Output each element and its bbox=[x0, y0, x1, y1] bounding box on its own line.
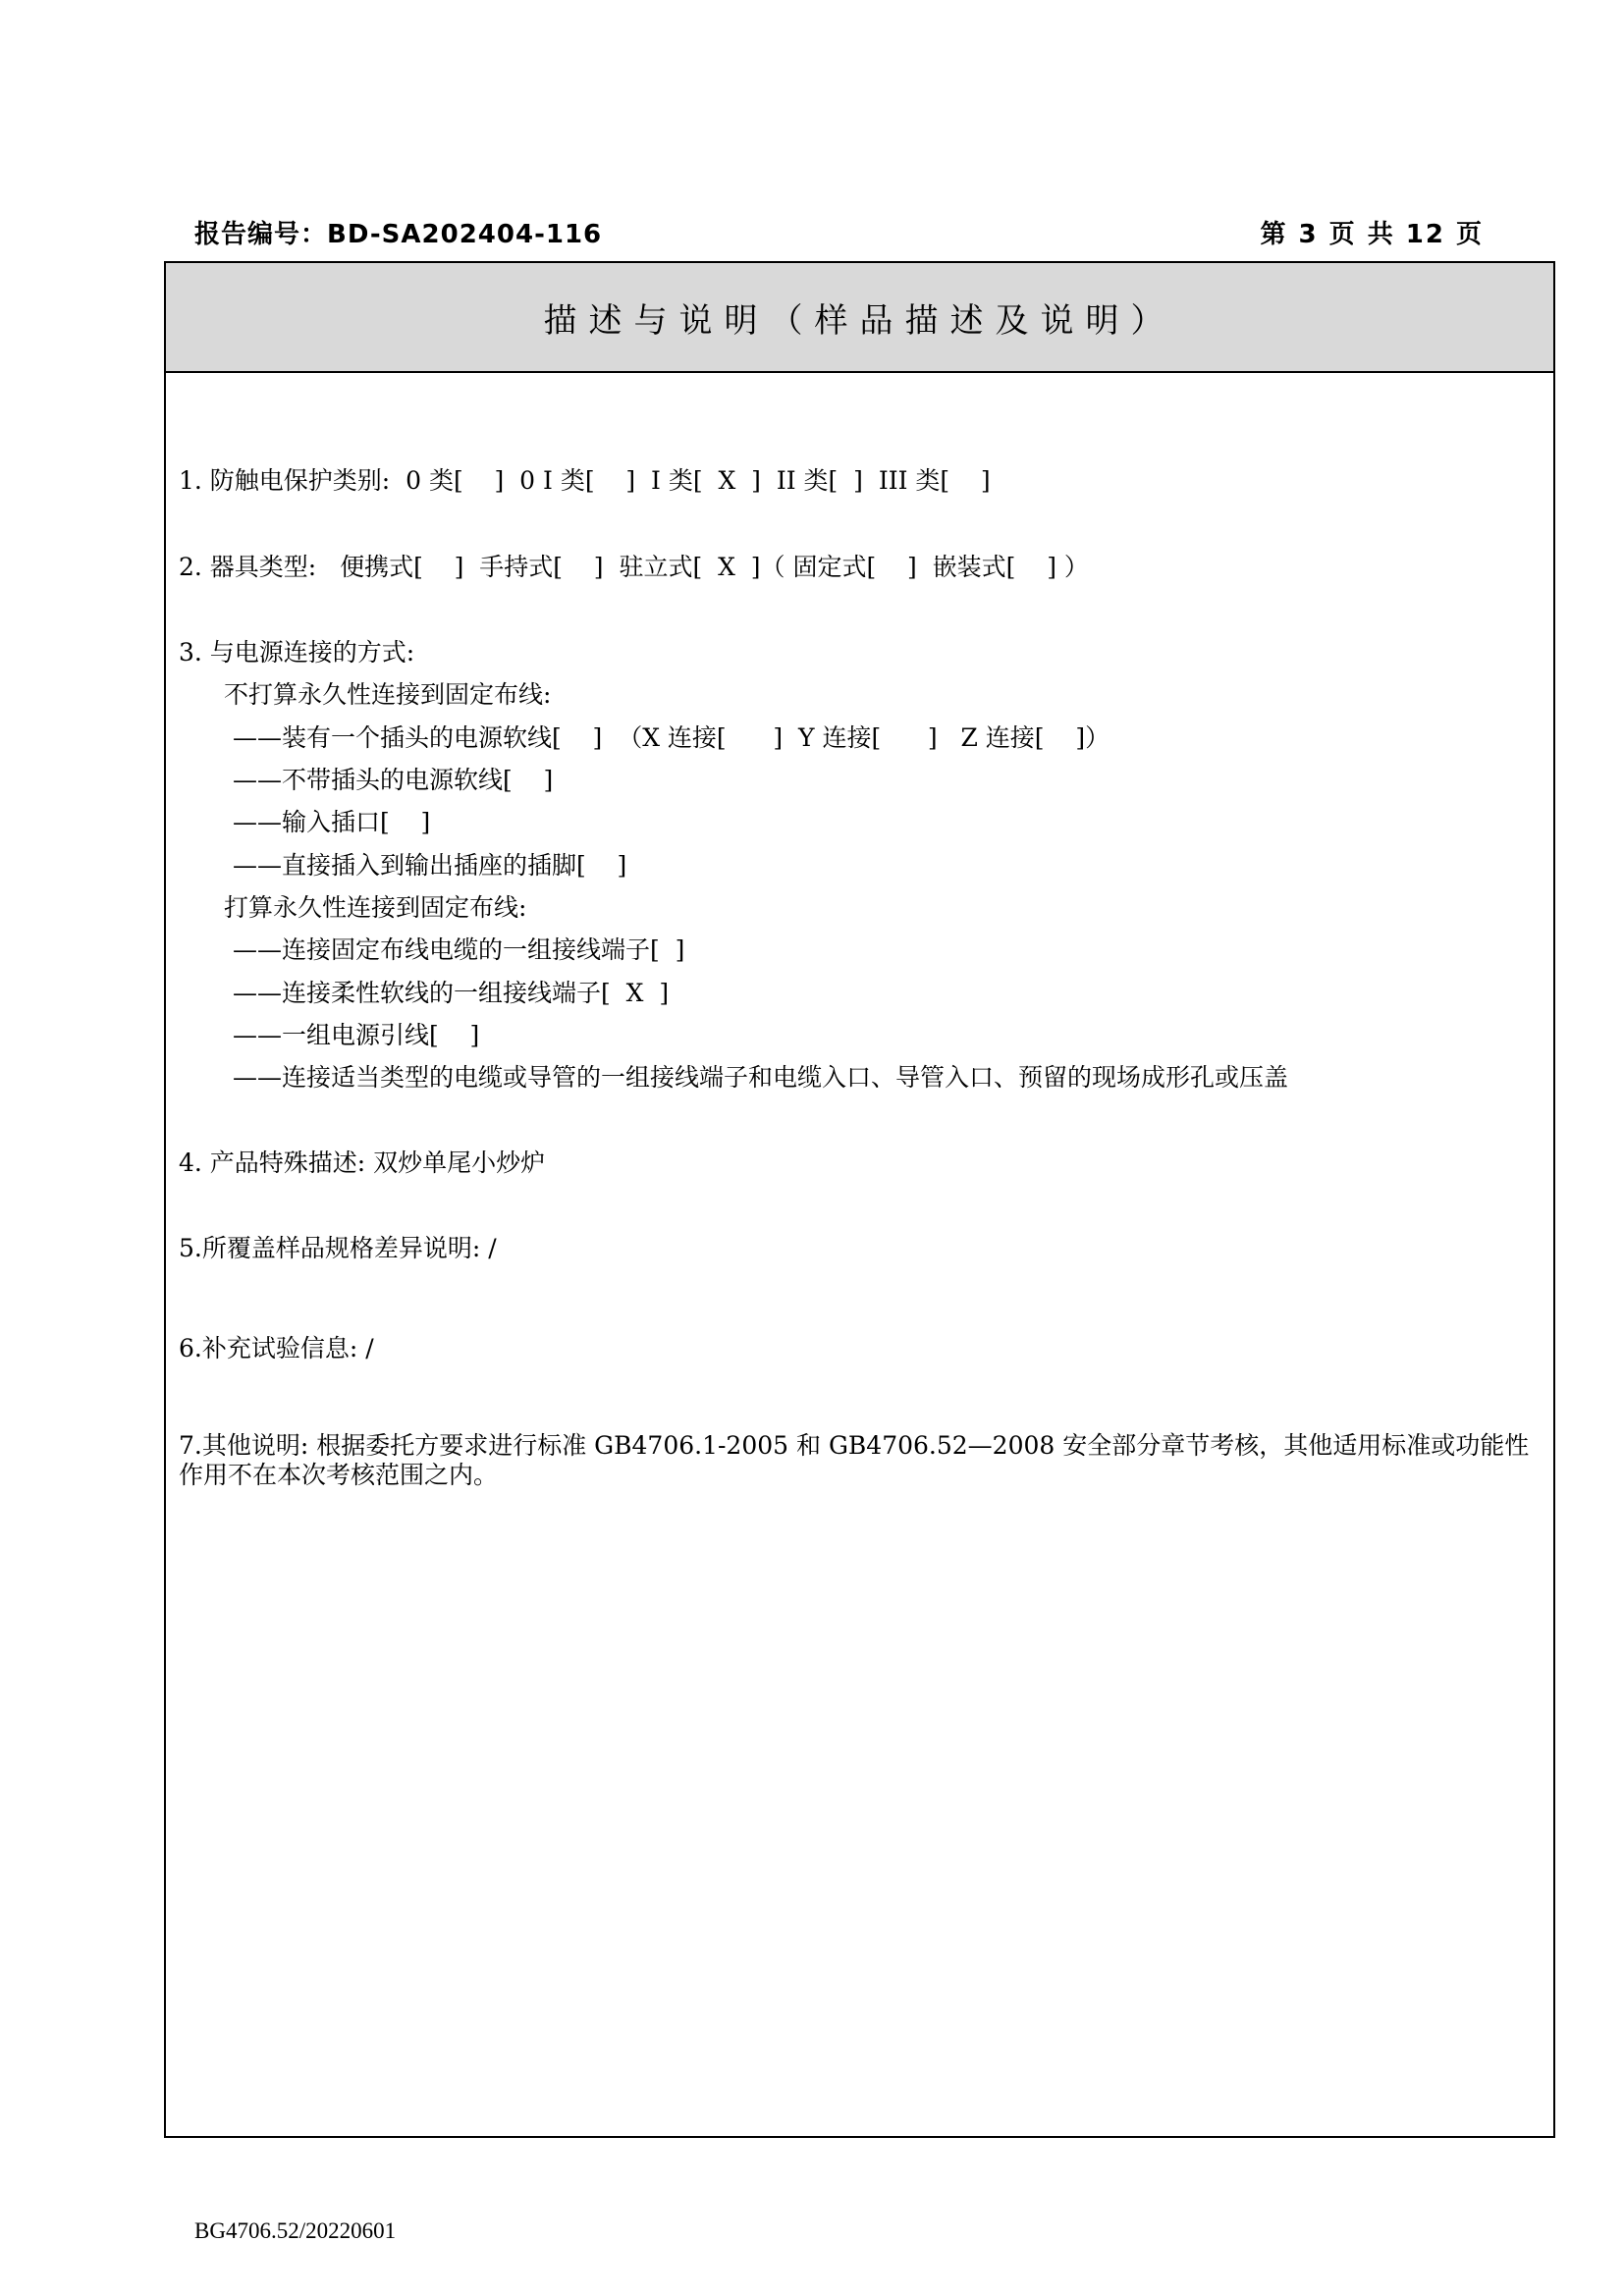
item-connection-nonpermanent: 不打算永久性连接到固定布线: bbox=[224, 680, 552, 709]
title-band bbox=[166, 263, 1553, 373]
report-number: 报告编号：BD-SA202404-116 bbox=[194, 220, 603, 249]
item-connection-heading: 3. 与电源连接的方式: bbox=[179, 638, 415, 667]
item-connection-fixed-terminals: ——连接固定布线电缆的一组接线端子[ ] bbox=[233, 935, 685, 964]
item-connection-permanent: 打算永久性连接到固定布线: bbox=[224, 893, 527, 922]
item-protection-class: 1. 防触电保护类别: 0 类[ ] 0 I 类[ ] I 类[ X ] II 类[ ] III 类[ ] bbox=[179, 466, 991, 495]
item-appliance-type: 2. 器具类型: 便携式[ ] 手持式[ ] 驻立式[ X ]（ 固定式[ ] 嵌装式[ ] ） bbox=[179, 553, 1089, 581]
form-code: BG4706.52/20220601 bbox=[194, 2218, 397, 2243]
item-connection-inlet: ——输入插口[ ] bbox=[233, 808, 431, 836]
item-connection-leads: ——一组电源引线[ ] bbox=[233, 1021, 480, 1049]
item-supplementary-info: 6.补充试验信息: / bbox=[179, 1334, 374, 1362]
item-connection-pins: ——直接插入到输出插座的插脚[ ] bbox=[233, 851, 627, 880]
item-special-description: 4. 产品特殊描述: 双炒单尾小炒炉 bbox=[179, 1148, 546, 1177]
item-connection-cable-entry: ——连接适当类型的电缆或导管的一组接线端子和电缆入口、导管入口、预留的现场成形孔或压盖 bbox=[233, 1063, 1289, 1092]
item-connection-cord-with-plug: ——装有一个插头的电源软线[ ] （X 连接[ ] Y 连接[ ] Z 连接[ ]） bbox=[233, 723, 1110, 752]
item-other-notes: 7.其他说明: 根据委托方要求进行标准 GB4706.1-2005 和 GB4706.52—2008 安全部分章节考核，其他适用标准或功能性作用不在本次考核范围之内。 bbox=[179, 1431, 1530, 1489]
item-connection-flexible-terminals: ——连接柔性软线的一组接线端子[ X ] bbox=[233, 979, 670, 1007]
page-indicator: 第 3 页 共 12 页 bbox=[1260, 220, 1484, 249]
section-title: 描述与说明（样品描述及说明） bbox=[543, 300, 1176, 341]
item-connection-cord-no-plug: ——不带插头的电源软线[ ] bbox=[233, 766, 554, 794]
item-spec-differences: 5.所覆盖样品规格差异说明: / bbox=[179, 1234, 497, 1262]
report-frame bbox=[164, 261, 1555, 2138]
